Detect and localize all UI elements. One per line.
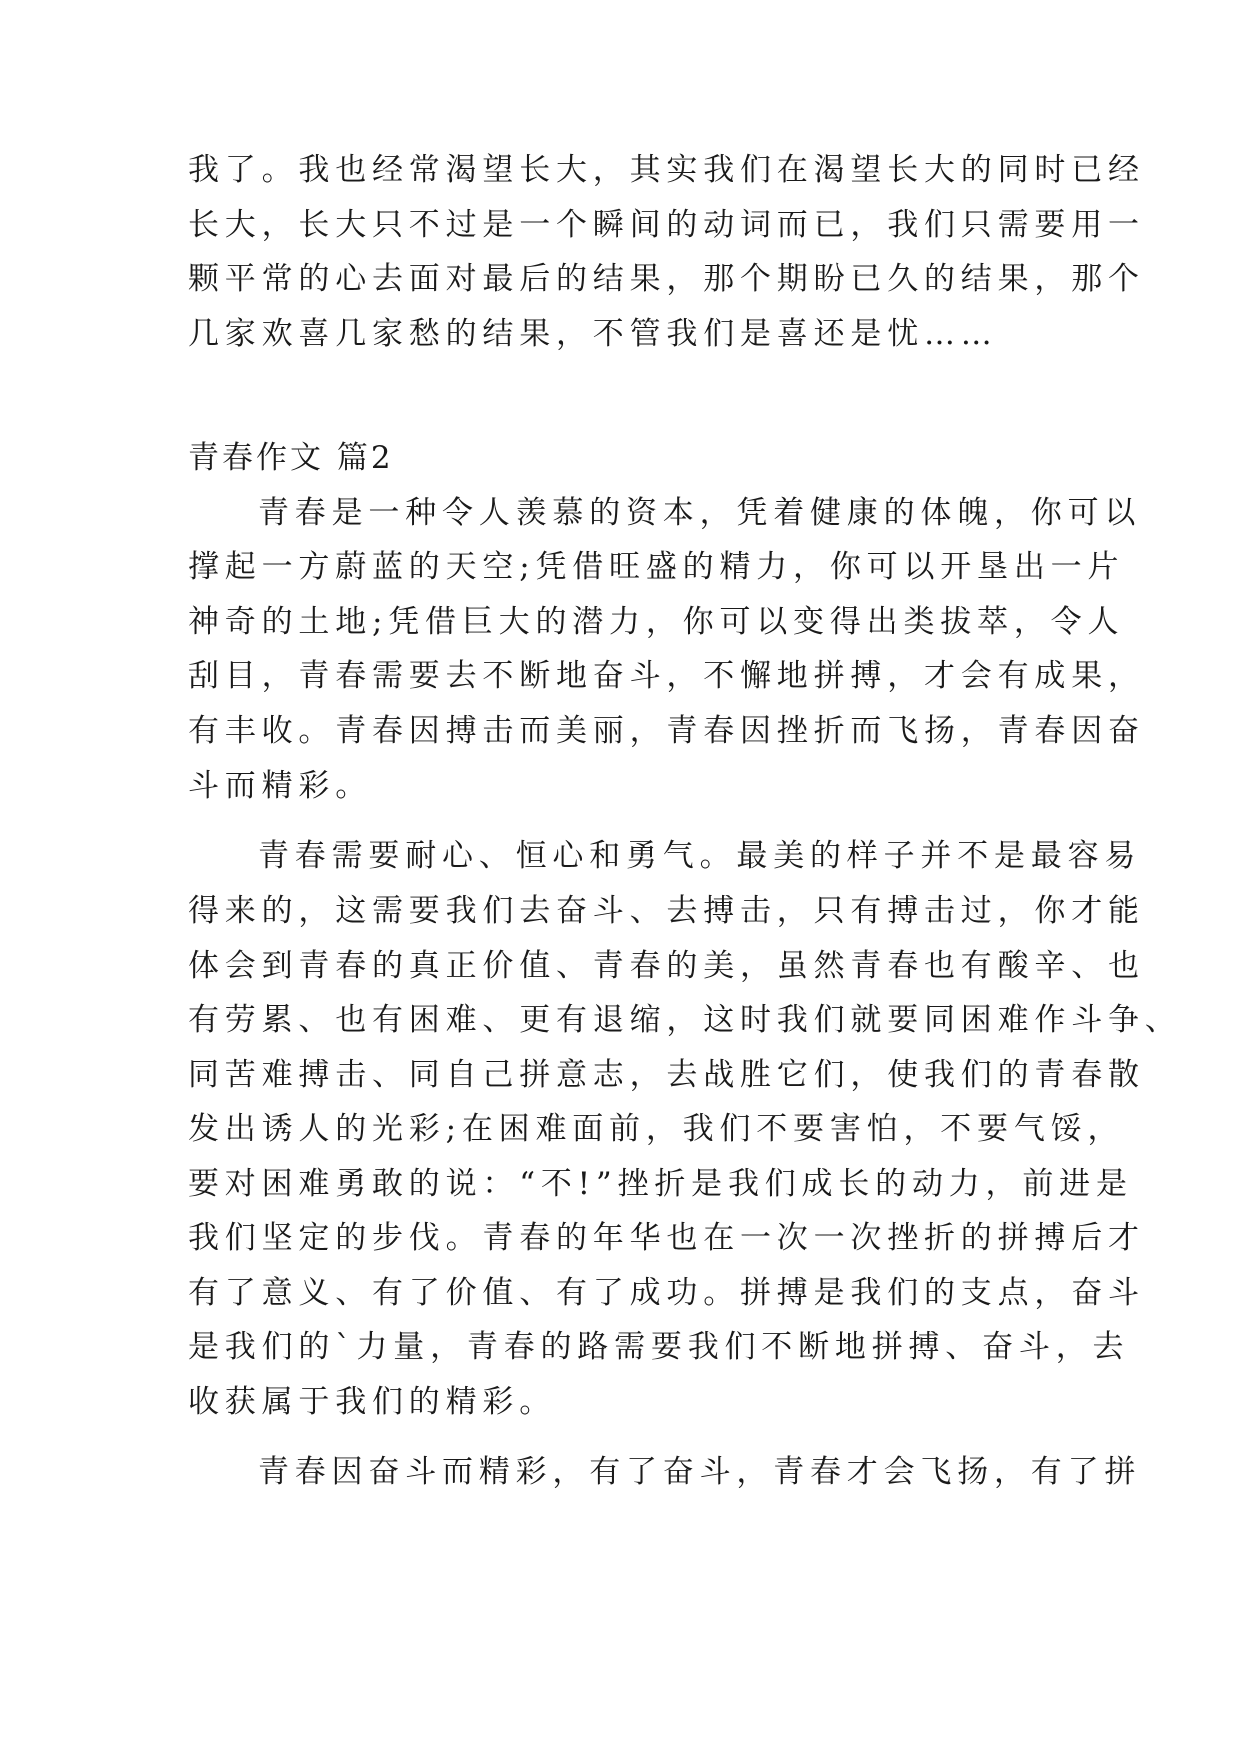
- text-line: 体会到青春的真正价值、青春的美，虽然青春也有酸辛、也: [188, 948, 1145, 984]
- text-line: 长大，长大只不过是一个瞬间的动词而已，我们只需要用一: [188, 207, 1145, 243]
- text-line: 我了。我也经常渴望长大，其实我们在渴望长大的同时已经: [188, 152, 1145, 188]
- text-line: 青春是一种令人羡慕的资本，凭着健康的体魄，你可以: [258, 495, 1142, 531]
- text-line: 几家欢喜几家愁的结果，不管我们是喜还是忧……: [188, 316, 998, 352]
- section-title: 青春作文 篇2: [188, 440, 394, 476]
- text-line: 撑起一方蔚蓝的天空;凭借旺盛的精力，你可以开垦出一片: [188, 549, 1125, 585]
- text-line: 有丰收。青春因搏击而美丽，青春因挫折而飞扬，青春因奋: [188, 713, 1145, 749]
- text-line: 要对困难勇敢的说：“不!”挫折是我们成长的动力，前进是: [188, 1166, 1133, 1202]
- text-line: 青春需要耐心、恒心和勇气。最美的样子并不是最容易: [258, 838, 1142, 874]
- text-line: 得来的，这需要我们去奋斗、去搏击，只有搏击过，你才能: [188, 893, 1145, 929]
- text-line: 同苦难搏击、同自己拼意志，去战胜它们，使我们的青春散: [188, 1057, 1145, 1093]
- text-line: 颗平常的心去面对最后的结果，那个期盼已久的结果，那个: [188, 261, 1145, 297]
- text-line: 神奇的土地;凭借巨大的潜力，你可以变得出类拔萃，令人: [188, 604, 1125, 640]
- text-line: 刮目，青春需要去不断地奋斗，不懈地拼搏，才会有成果，: [188, 658, 1145, 694]
- text-line: 青春因奋斗而精彩，有了奋斗，青春才会飞扬，有了拼: [258, 1454, 1142, 1490]
- text-line: 是我们的`力量，青春的路需要我们不断地拼搏、奋斗，去: [188, 1329, 1130, 1365]
- text-line: 我们坚定的步伐。青春的年华也在一次一次挫折的拼搏后才: [188, 1220, 1145, 1256]
- text-line: 发出诱人的光彩;在困难面前，我们不要害怕，不要气馁，: [188, 1111, 1125, 1147]
- text-line: 收获属于我们的精彩。: [188, 1384, 556, 1420]
- text-line: 斗而精彩。: [188, 768, 372, 804]
- text-line: 有了意义、有了价值、有了成功。拼搏是我们的支点，奋斗: [188, 1275, 1145, 1311]
- text-line: 有劳累、也有困难、更有退缩，这时我们就要同困难作斗争、: [188, 1002, 1182, 1038]
